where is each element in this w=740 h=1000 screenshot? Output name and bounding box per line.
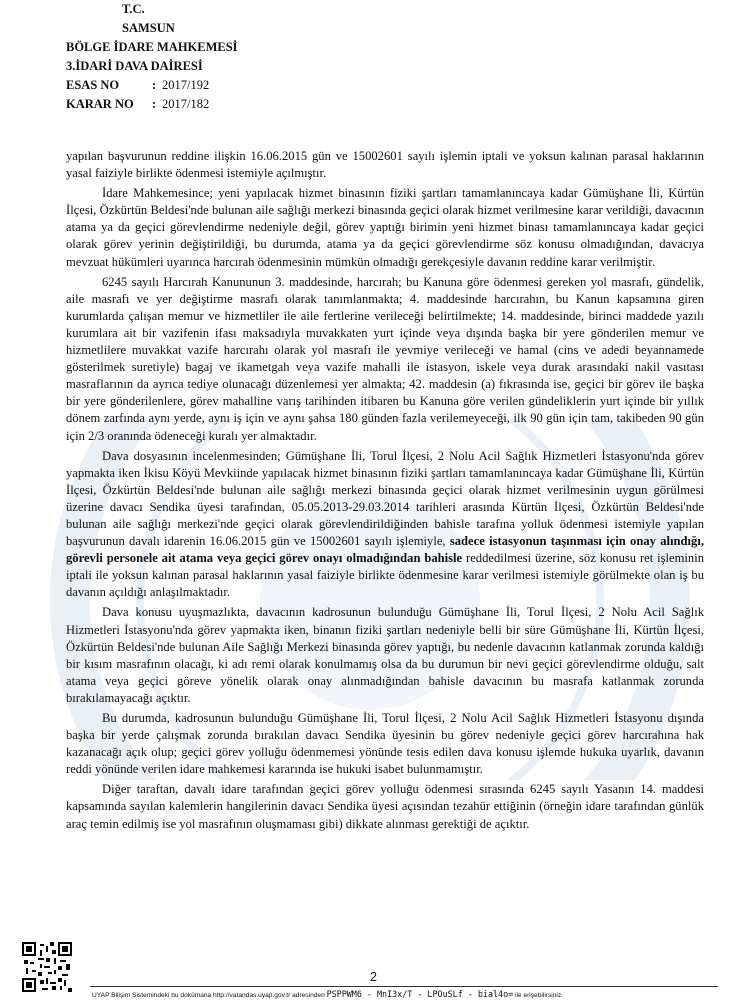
karar-separator: :	[152, 97, 157, 111]
paragraph-case-file	[66, 448, 704, 602]
case-file-text-a: Dava dosyasının incelenmesinden; Gümüşhane İli, Torul İlçesi, 2 Nolu Acil Sağlık Hizmetleri İstasyonu'nda görev yapmakta iken İkisu Köyü Mevkiinde yapılacak hizmet binasının fiziki şartları tamamlanıncaya kadar Gümüşhane İli, Kürtün İlçesi, Özkürtün Beldesi'nde bulunan aile sağlığı merkezi binasında geçici olarak hizmet verilmesinin uygun görülmesi üzerine davacı Sendika üyesi tarafından, 05.05.2013-29.03.2014 tarihleri arasında Kürtün İlçesi, Özkürtün Beldesi'nde bulunan aile sağlığı merkezi'nde geçici olarak görevlendirildiğinden bahisle tarafına yolluk ödenmesi istemiyle yapılan başvurunun davalı idarenin 16.06.2015 gün ve 15002601 sayılı işlemiyle,	[66, 448, 704, 549]
paragraph-conclusion: Bu durumda, kadrosunun bulunduğu Gümüşhane İli, Torul İlçesi, 2 Nolu Acil Sağlık Hizmetleri İstasyonu dışında başka bir yerde çalışmak zorunda bırakılan davacı Sendika üyesinin bu görev nedeniyle geçici görev harcırahına hak kazanacağı açık olup; geçici görev yolluğu ödenmemesi yönünde tesis edilen dava konusu işlemde hukuka uyarlık, davanın reddi yönünde verilen idare mahkemesi kararında ise hukuki isabet bulunmamıştır.	[66, 711, 704, 777]
qr-code-icon	[22, 942, 72, 992]
page-number: 2	[370, 970, 377, 984]
uyap-access-note	[92, 989, 563, 999]
karar-label: KARAR NO	[66, 97, 134, 111]
esas-separator: :	[152, 78, 157, 92]
paragraph-dispute: Dava konusu uyuşmazlıkta, davacının kadrosunun bulunduğu Gümüşhane İli, Torul İlçesi, 2 Nolu Acil Sağlık Hizmetleri İstasyonu'nda görev yapmakta iken, binanın fiziki şartları nedeniyle belli bir süre Gümüşhane İli, Kürtün İlçesi, Özkürtün Beldesi'nde bulunan Aile Sağlığı Merkezi binasında görev yaptığı, bu nedenle davacının katlanmak zorunda kaldığı bir kısım masrafının olacağı, ki adı remi olarak konulmamış olsa da bu durumun bir nevi geçici görevlendirme olduğu, salt atama veya geçici göreve yönelik olarak onay alınmadığından bahisle davacının bu masrafa katlanmak zorunda bırakılamayacağı açıktır.	[66, 605, 704, 705]
karar-row	[66, 95, 238, 114]
paragraph-request: yapılan başvurunun reddine ilişkin 16.06.2015 gün ve 15002601 sayılı işlemin iptali ve yoksun kalınan parasal haklarının yasal faiziyle birlikte ödenmesi istemiyle açılmıştır.	[66, 149, 704, 181]
paragraph-law: 6245 sayılı Harcırah Kanununun 3. maddesinde, harcırah; bu Kanuna göre ödenmesi gereken yol masrafı, gündelik, aile masrafı ve yer değiştirme masrafı olarak tanımlanmakta; 4. maddesinde harcırahın, bu Kanun kapsamına giren kurumlarda çalışan memur ve hizmetliler ile aile fertlerine verileceği belirtilmekte; 14. maddesinde, birinci maddede yazılı kurumlara ait bir vazifenin ifası maksadıyla muvakkaten yurt içinde veya dışında başka bir yere gönderilen memur ve hizmetlilere muvakkat vazife harcırahı olarak yol masrafı ile yevmiye verileceği ve hamal (cins ve adedi beyannamede gösterilmek suretiyle) bagaj ve ikametgah veya vazife mahalli ile istasyon, iskele veya durak arasındaki nakil vasıtası masraflarının da ayrıca tediye olunacağı düzenlemesi yer almakta; 42. maddesin (a) fıkrasında ise, geçici bir görev ile başka bir yere gönderilenlere, görev mahalline varış tarihinden itibaren bu Kanuna göre verilen gündeliklerin yurt içinde bir yıllık dönem zarfında aynı yerde, aynı iş için ve aynı şahsa 180 günden fazla verilemeyeceği, ilk 90 gün için tam, takibeden 90 gün için 2/3 oranında ödeneceği kuralı yer almaktadır.	[66, 274, 704, 443]
tc-label: T.C.	[122, 2, 145, 16]
city-label: SAMSUN	[122, 21, 175, 35]
case-file-text-b: reddedilmesi üzerine, söz konusu ret işleminin iptali ile yoksun kalınan parasal haklarının yasal faiziyle birlikte ödenmesine karar verilmesi istemiyle görülmekte olan iş bu davanın açıldığı anlaşılmaktadır.	[66, 551, 704, 600]
court-name: BÖLGE İDARE MAHKEMESİ	[66, 40, 238, 54]
uyap-text-after: ile erişebilirsiniz.	[515, 992, 564, 999]
paragraph-lower-court: İdare Mahkemesince; yeni yapılacak hizmet binasının fiziki şartları tamamlanıncaya kadar Gümüşhane İli, Kürtün İlçesi, Özkürtün Beldesi'nde bulunan aile sağlığı merkezi binasında geçici olarak hizmet verilmesine karar verildiği, davacının atama ya da geçici görevlendirme nedeniyle değil, görev yaptığı birimin yeni hizmet binası tamamlanıncaya kadar geçici olarak görev yerinin değiştirildiği, bu durumda, atama ya da geçici görevlendirme söz konusu olmadığından, davacıya mevzuat hükümleri uyarınca harcırah ödenmesinin mümkün olmadığı gerekçesiyle davanın reddine karar verilmiştir.	[66, 186, 704, 269]
uyap-text-before: UYAP Bilişim Sistemindeki bu dokümana http://vatandas.uyap.gov.tr adresinden	[92, 992, 325, 999]
page-footer	[0, 936, 740, 1000]
uyap-document-code: PSPPWM6 - MnI3x/T - LPOuSLf - bial4o=	[326, 989, 514, 999]
esas-row	[66, 76, 238, 95]
document-header	[66, 0, 238, 114]
case-file-bold-text: sadece istasyonun taşınması için onay alındığı, görevli personele ait atama veya geçici görev onayı olmadığından bahisle	[66, 534, 704, 566]
esas-label: ESAS NO	[66, 78, 120, 92]
karar-value: 2017/182	[162, 97, 210, 111]
esas-value: 2017/192	[162, 78, 210, 92]
footer-divider	[90, 986, 718, 987]
chamber-name: 3.İDARİ DAVA DAİRESİ	[66, 59, 203, 73]
decision-body	[66, 148, 704, 836]
paragraph-other: Diğer taraftan, davalı idare tarafından geçici görev yolluğu ödenmesi sırasında 6245 sayılı Yasanın 14. maddesi kapsamında sayılan kalemlerin hangilerinin davacı Sendika üyesi açısından tezahür ettiğinin (örneğin idare tarafından günlük araç temin edilmiş ise yol masrafının oluşmaması gibi) dikkate alınması gerektiği de açıktır.	[66, 782, 704, 831]
